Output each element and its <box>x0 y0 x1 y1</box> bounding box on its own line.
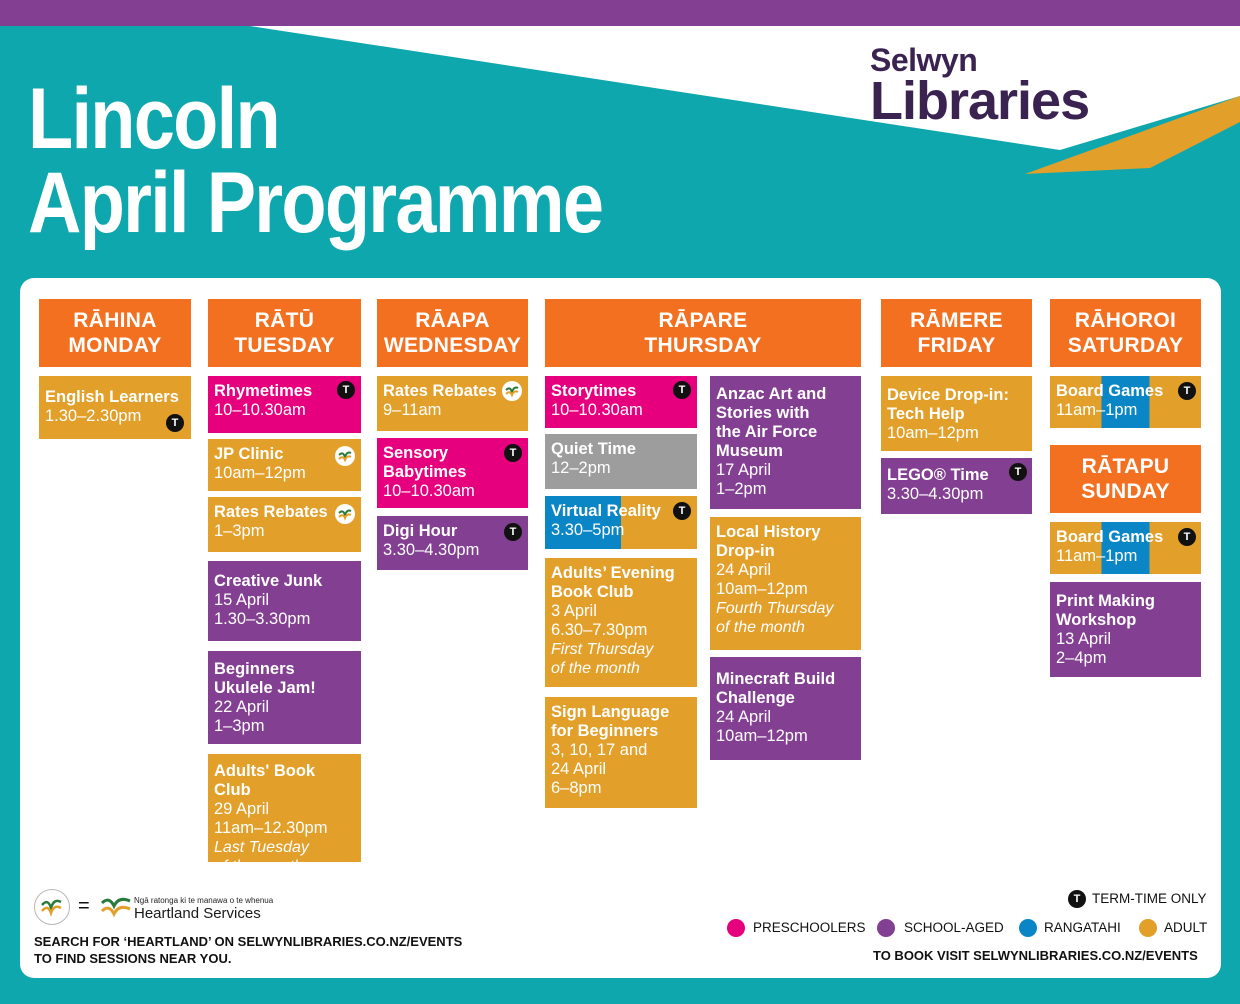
session-rates-rebates[interactable]: Rates Rebates 1–3pm <box>208 497 361 552</box>
term-time-icon: T <box>673 381 691 399</box>
page-title-location: Lincoln <box>28 71 279 167</box>
booking-info: TO BOOK VISIT SELWYNLIBRARIES.CO.NZ/EVENTS <box>873 948 1198 963</box>
session-quiet-time[interactable]: Quiet Time 12–2pm <box>545 434 697 489</box>
session-beginners-ukulele[interactable]: Beginners Ukulele Jam! 22 April 1–3pm <box>208 651 361 744</box>
legend-preschoolers: PRESCHOOLERS <box>753 920 866 935</box>
session-sensory-babytimes[interactable]: Sensory Babytimes 10–10.30am T <box>377 438 528 508</box>
rangatahi-dot-icon <box>1019 919 1037 937</box>
legend-rangatahi: RANGATAHI <box>1044 920 1121 935</box>
session-print-making[interactable]: Print Making Workshop 13 April 2–4pm <box>1050 582 1201 677</box>
session-jp-clinic[interactable]: JP Clinic 10am–12pm <box>208 439 361 491</box>
legend-school-aged: SCHOOL-AGED <box>904 920 1004 935</box>
day-header-thursday: RĀPARE THURSDAY <box>545 299 861 367</box>
legend-term-time: TERM-TIME ONLY <box>1092 891 1207 906</box>
session-rates-rebates[interactable]: Rates Rebates 9–11am <box>377 376 528 431</box>
heartland-search-text: SEARCH FOR ‘HEARTLAND’ ON SELWYNLIBRARIES.CO.NZ/EVENTS <box>34 934 463 949</box>
heartland-logo-badge <box>34 889 70 925</box>
session-board-games[interactable]: Board Games 11am–1pm T <box>1050 376 1201 428</box>
day-header-wednesday: RĀAPA WEDNESDAY <box>377 299 528 367</box>
session-adults-book-club[interactable]: Adults' Book Club 29 April 11am–12.30pm Last Tuesday of the month <box>208 754 361 862</box>
page-title: April Programme <box>28 155 603 251</box>
session-anzac-art[interactable]: Anzac Art and Stories with the Air Force Museum 17 April 1–2pm <box>710 376 861 509</box>
term-time-icon: T <box>166 414 184 432</box>
brand-logo-selwyn: Selwyn <box>870 42 978 78</box>
day-header-monday: RĀHINA MONDAY <box>39 299 191 367</box>
term-time-icon: T <box>504 523 522 541</box>
day-header-saturday: RĀHOROI SATURDAY <box>1050 299 1201 367</box>
adult-dot-icon <box>1139 919 1157 937</box>
session-english-learners[interactable]: English Learners 1.30–2.30pm T <box>39 376 191 439</box>
session-digi-hour[interactable]: Digi Hour 3.30–4.30pm T <box>377 516 528 570</box>
session-device-drop-in[interactable]: Device Drop-in: Tech Help 10am–12pm <box>881 376 1032 451</box>
day-header-sunday: RĀTAPU SUNDAY <box>1050 445 1201 513</box>
legend-adult: ADULT <box>1164 920 1208 935</box>
session-lego-time[interactable]: LEGO® Time 3.30–4.30pm T <box>881 458 1032 514</box>
session-board-games[interactable]: Board Games 11am–1pm T <box>1050 522 1201 574</box>
term-time-icon: T <box>504 444 522 462</box>
term-time-icon: T <box>1068 890 1086 908</box>
equals-sign: = <box>78 895 90 917</box>
term-time-icon: T <box>1178 528 1196 546</box>
heartland-icon <box>335 504 355 524</box>
heartland-services-logo <box>100 893 132 921</box>
session-sign-language[interactable]: Sign Language for Beginners 3, 10, 17 and 24 April 6–8pm <box>545 697 697 808</box>
session-adults-evening-book-club[interactable]: Adults’ Evening Book Club 3 April 6.30–7.30pm First Thursday of the month <box>545 558 697 687</box>
heartland-icon <box>502 381 522 401</box>
session-rhymetimes[interactable]: Rhymetimes 10–10.30am T <box>208 376 361 433</box>
term-time-icon: T <box>337 381 355 399</box>
term-time-icon: T <box>1009 463 1027 481</box>
session-storytimes[interactable]: Storytimes 10–10.30am T <box>545 376 697 428</box>
heartland-search-text-2: TO FIND SESSIONS NEAR YOU. <box>34 951 232 966</box>
heartland-name: Heartland Services <box>134 905 261 922</box>
heartland-tagline: Ngā ratonga ki te manawa o te whenua <box>134 896 274 905</box>
brand-logo-libraries: Libraries <box>870 71 1090 131</box>
term-time-icon: T <box>673 502 691 520</box>
session-creative-junk[interactable]: Creative Junk 15 April 1.30–3.30pm <box>208 561 361 641</box>
day-header-tuesday: RĀTŪ TUESDAY <box>208 299 361 367</box>
preschoolers-dot-icon <box>727 919 745 937</box>
heartland-icon <box>335 446 355 466</box>
term-time-icon: T <box>1178 382 1196 400</box>
day-header-friday: RĀMERE FRIDAY <box>881 299 1032 367</box>
session-local-history[interactable]: Local History Drop-in 24 April 10am–12pm Fourth Thursday of the month <box>710 517 861 650</box>
session-minecraft[interactable]: Minecraft Build Challenge 24 April 10am–12pm <box>710 657 861 760</box>
session-virtual-reality[interactable]: Virtual Reality 3.30–5pm T <box>545 496 697 549</box>
school-aged-dot-icon <box>877 919 895 937</box>
